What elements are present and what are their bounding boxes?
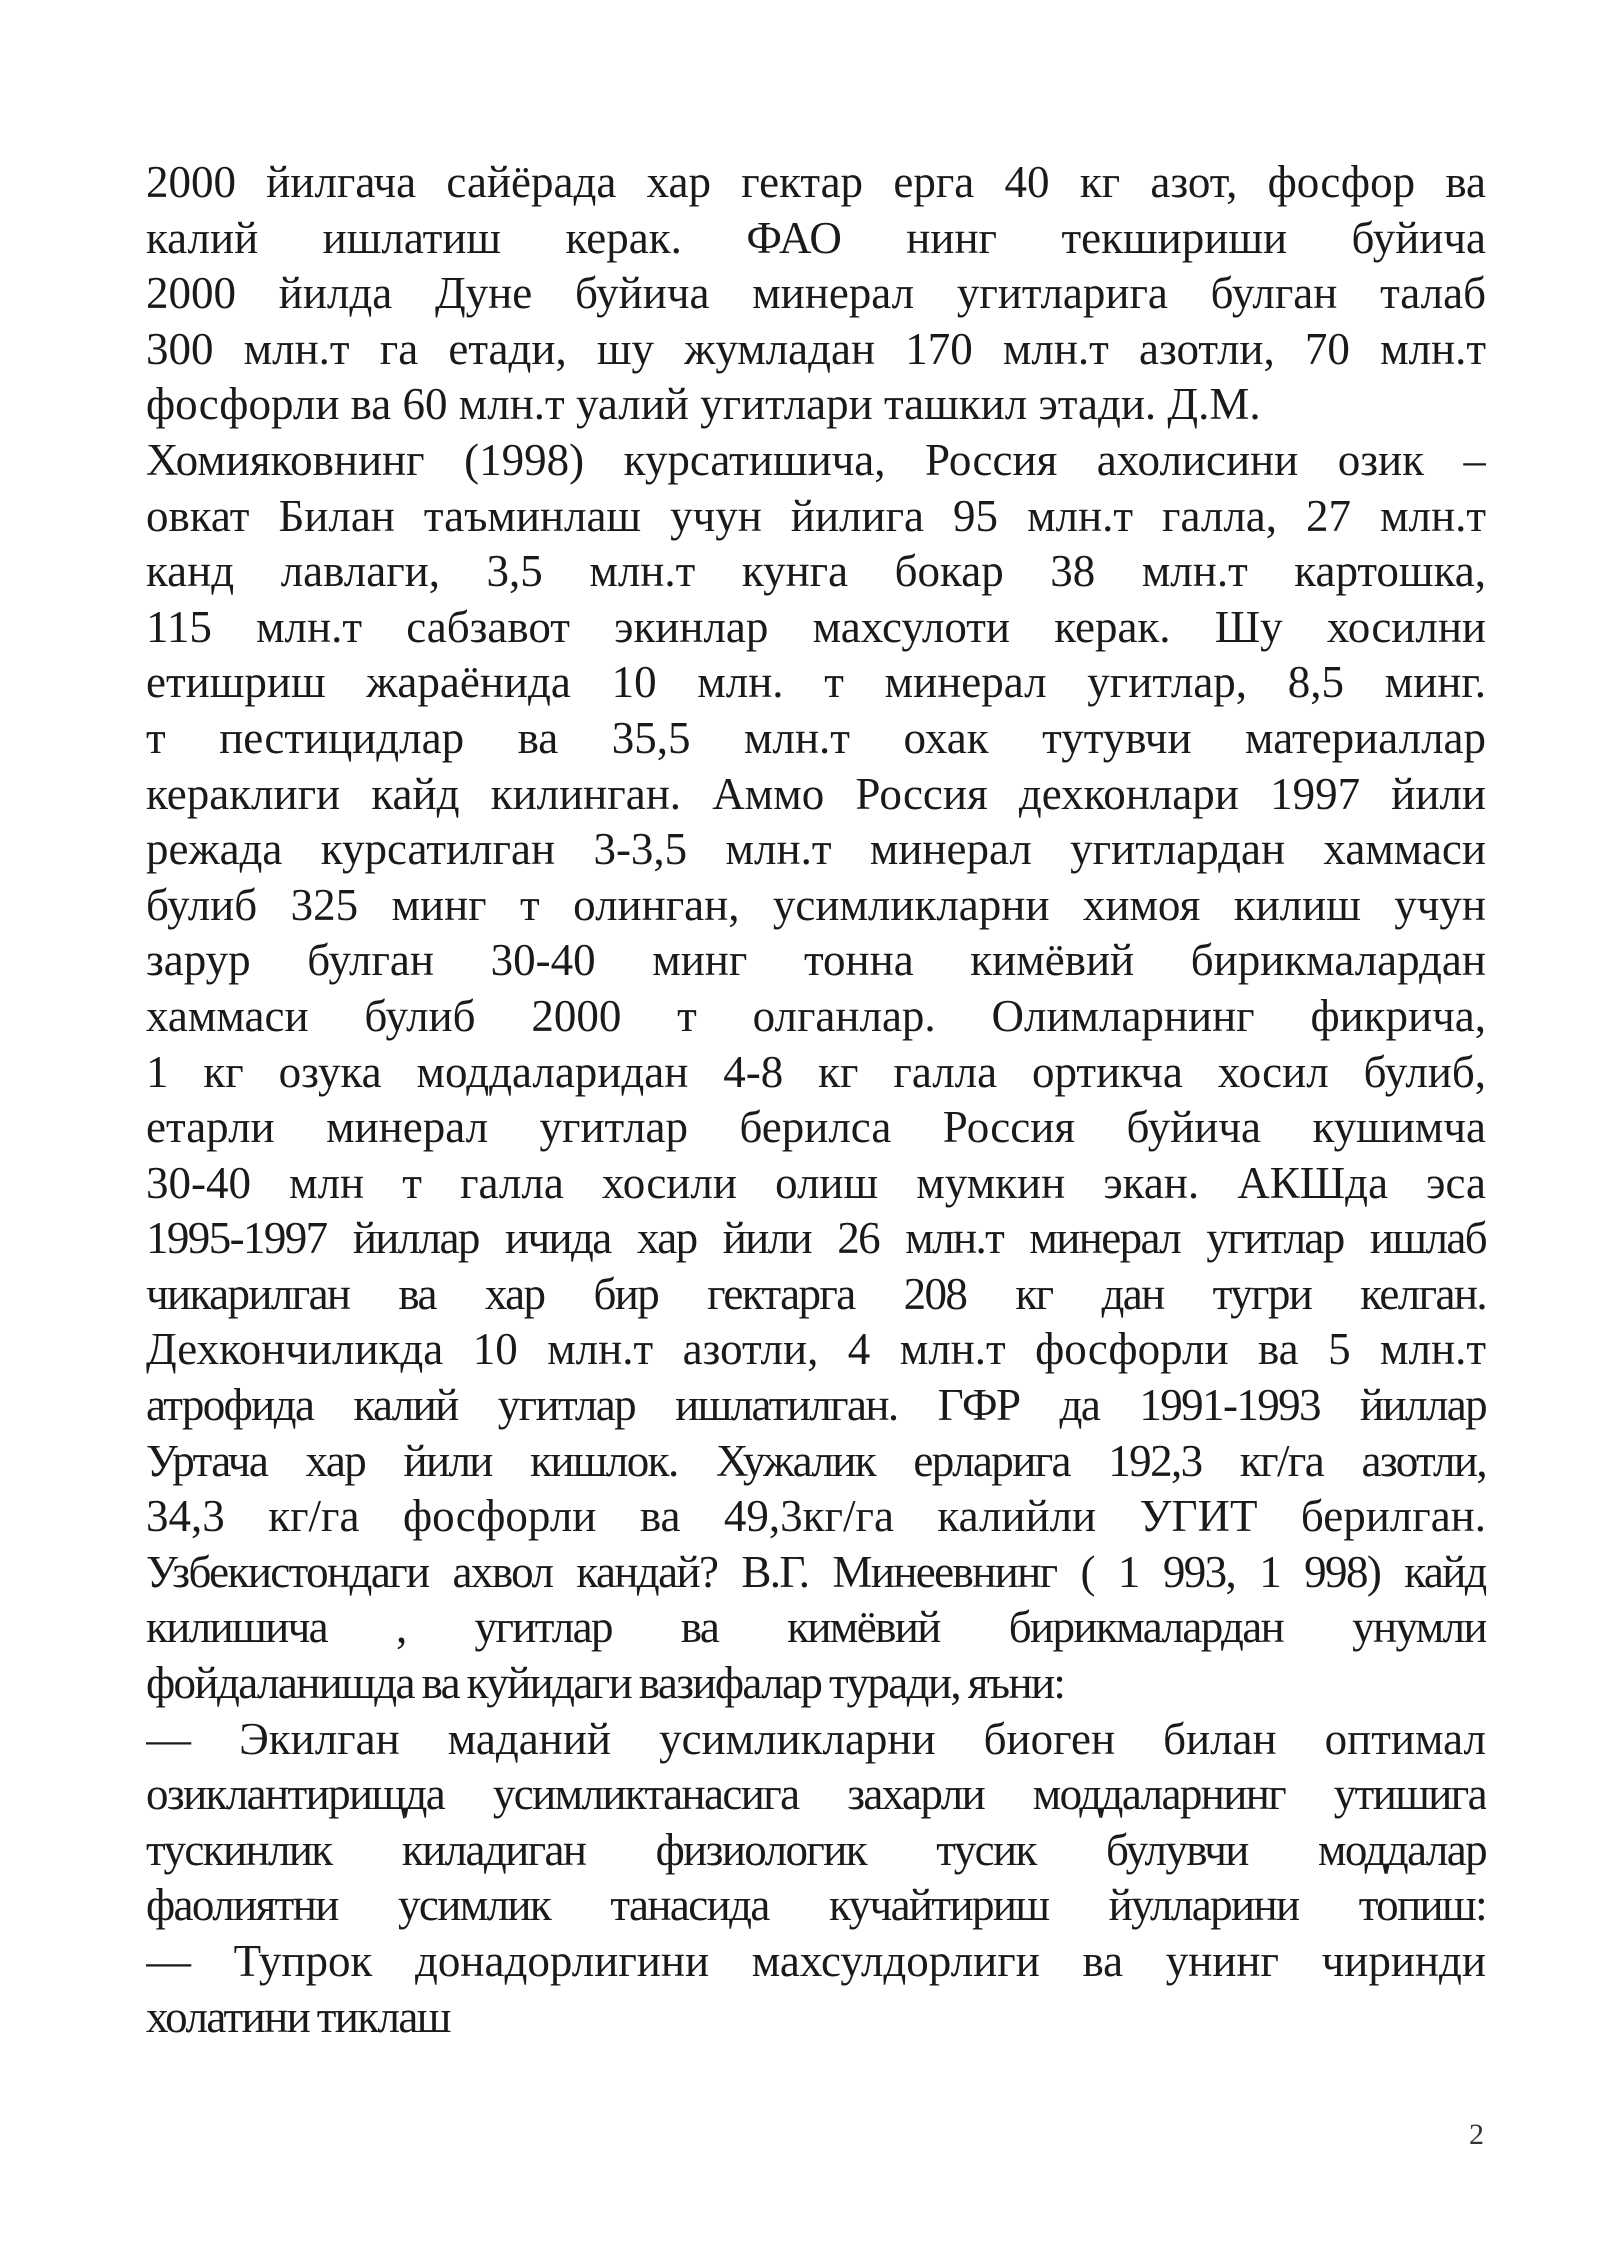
- text-line: Уртача хар йили кишлок. Хужалик ерларига 192,3 кг/га азотли,: [146, 1435, 1486, 1486]
- text-line: 115 млн.т сабзавот экинлар махсулоти керак. Шу хосилни: [146, 601, 1486, 652]
- text-line: 2000 йилгача сайёрада хар гектар ерга 40 кг азот, фосфор ва: [146, 157, 1486, 207]
- page-number: 2: [1469, 2118, 1484, 2151]
- text-line: канд лавлаги, 3,5 млн.т кунга бокар 38 млн.т картошка,: [146, 546, 1486, 597]
- text-line: т пестицидлар ва 35,5 млн.т охак тутувчи материаллар: [146, 712, 1486, 763]
- text-line: Узбекистондаги ахвол кандай? В.Г. Минеевнинг ( 1 993, 1 998) кайд: [146, 1546, 1486, 1597]
- text-line: фосфорли ва 60 млн.т уалий угитлари ташкил этади. Д.М.: [146, 379, 1261, 430]
- text-line: атрофида калий угитлар ишлатилган. ГФР да 1991-1993 йиллар: [146, 1380, 1486, 1431]
- text-line: 1 кг озука моддаларидан 4-8 кг галла ортикча хосил булиб,: [146, 1046, 1486, 1097]
- text-line: 1995-1997 йиллар ичида хар йили 26 млн.т минерал угитлар ишлаб: [146, 1213, 1486, 1264]
- text-line: зарур булган 30-40 минг тонна кимёвий бирикмалардан: [146, 935, 1486, 986]
- text-line: етишриш жараёнида 10 млн. т минерал угитлар, 8,5 минг.: [146, 657, 1486, 708]
- body-text: [146, 155, 1486, 2045]
- text-line: булиб 325 минг т олинган, усимликларни химоя килиш учун: [146, 879, 1486, 930]
- list-item-line: холатини тиклаш: [146, 1991, 450, 2042]
- text-line: Хомияковнинг (1998) курсатишича, Россия ахолисини озик –: [146, 434, 1486, 485]
- text-line: чикарилган ва хар бир гектарга 208 кг дан тугри келган.: [146, 1268, 1486, 1319]
- list-item-line: — Тупрок донадорлигини махсулдорлиги ва унинг чиринди: [146, 1936, 1486, 1986]
- text-line: калий ишлатиш керак. ФАО нинг текшириши буйича: [146, 212, 1486, 263]
- list-item-line: — Экилган маданий усимликларни биоген билан оптимал: [146, 1713, 1486, 1764]
- text-line: фойдаланишда ва куйидаги вазифалар туради, яъни:: [146, 1658, 1065, 1709]
- text-line: етарли минерал угитлар берилса Россия буйича кушимча: [146, 1102, 1486, 1153]
- text-line: 34,3 кг/га фосфорли ва 49,3кг/га калийли УГИТ берилган.: [146, 1491, 1486, 1542]
- text-line: Дехкончиликда 10 млн.т азотли, 4 млн.т фосфорли ва 5 млн.т: [146, 1324, 1486, 1375]
- list-item-line: фаолиятни усимлик танасида кучайтириш йулларини топиш:: [146, 1880, 1486, 1931]
- list-item-line: тускинлик киладиган физиологик тусик булувчи моддалар: [146, 1824, 1486, 1875]
- text-line: килишича , угитлар ва кимёвий бирикмалардан унумли: [146, 1602, 1486, 1653]
- list-item-line: озиклантирищда усимликтанасига захарли моддаларнинг утишига: [146, 1769, 1486, 1820]
- text-line: овкат Билан таъминлаш учун йилига 95 млн.т галла, 27 млн.т: [146, 490, 1486, 541]
- text-line: 30-40 млн т галла хосили олиш мумкин экан. АКШда эса: [146, 1157, 1486, 1208]
- text-line: хаммаси булиб 2000 т олганлар. Олимларнинг фикрича,: [146, 990, 1486, 1041]
- text-line: режада курсатилган 3-3,5 млн.т минерал угитлардан хаммаси: [146, 824, 1486, 875]
- text-line: 2000 йилда Дуне буйича минерал угитларига булган талаб: [146, 268, 1486, 319]
- text-line: кераклиги кайд килинган. Аммо Россия дехконлари 1997 йили: [146, 768, 1486, 819]
- text-line: 300 млн.т га етади, шу жумладан 170 млн.т азотли, 70 млн.т: [146, 323, 1486, 374]
